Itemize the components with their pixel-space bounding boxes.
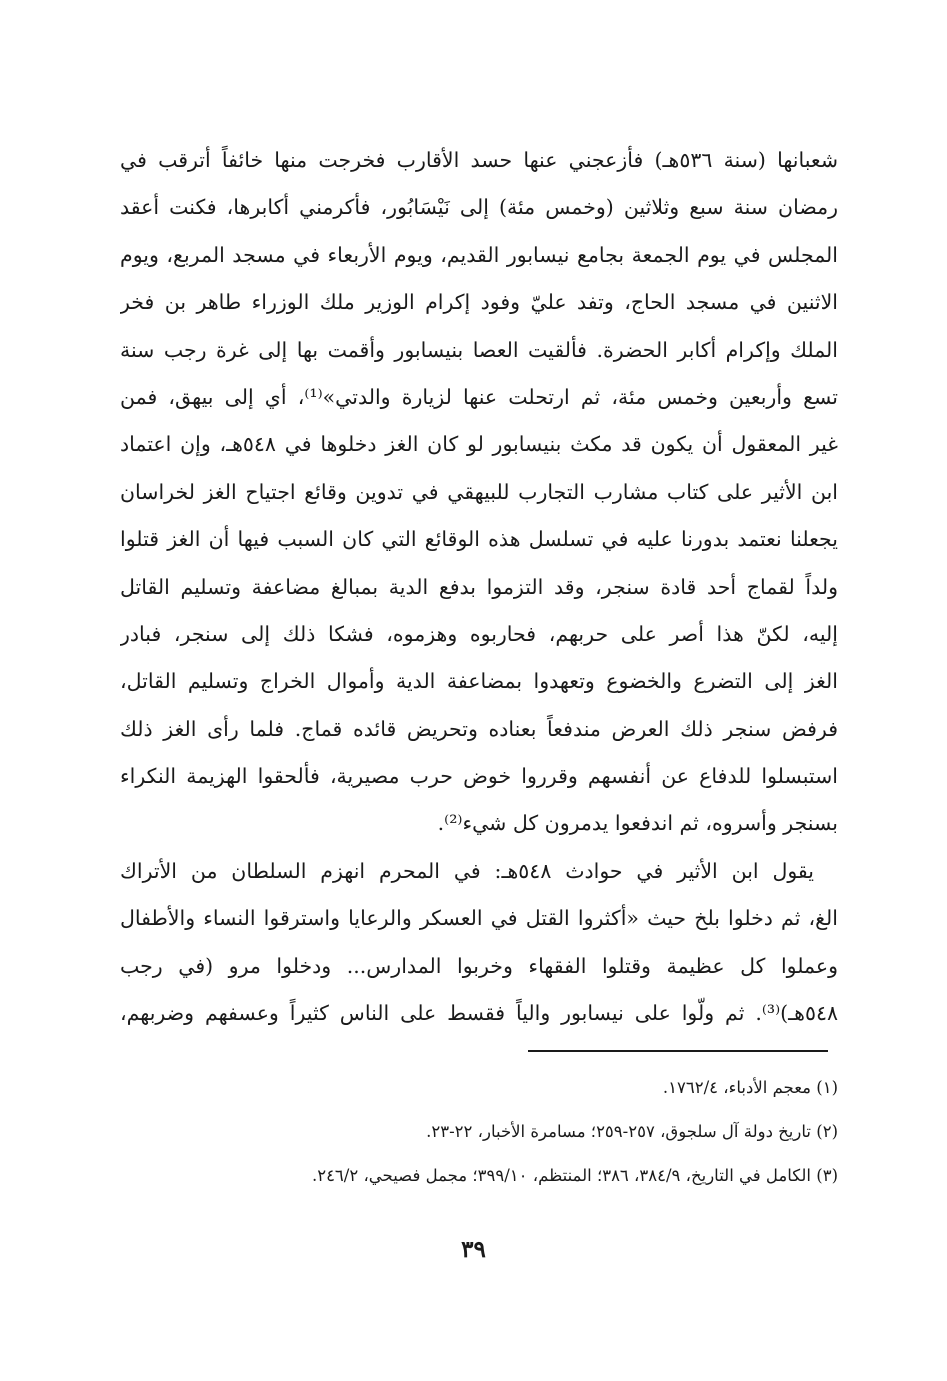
text-line: رمضان سنة سبع وثلاثين (وخمس مئة) إلى نَيْسَابُور، فأكرمني أكابرها، فكنت أعقد [120, 195, 838, 220]
text-line: المجلس في يوم الجمعة بجامع نيسابور القديم، ويوم الأربعاء في مسجد المربع، ويوم [120, 242, 838, 267]
text-line: ولداً لقماج أحد قادة سنجر، وقد التزموا بدفع الدية بمبالغ مضاعفة وتسليم القاتل [120, 574, 838, 599]
text-line: يجعلنا نعتمد بدورنا عليه في تسلسل هذه الوقائع التي كان السبب فيها أن الغز قتلوا [120, 527, 838, 552]
text-line: الغ، ثم دخلوا بلخ حيث «أكثروا القتل في العسكر والرعايا واسترقوا النساء والأطفال [120, 906, 838, 931]
text-line: الاثنين في مسجد الحاج، وتفد عليّ وفود إكرام الوزير ملك الوزراء طاهر بن فخر [120, 290, 838, 315]
text-line: بسنجر وأسروه، ثم اندفعوا يدمرون كل شيء⁽²⁾. [437, 811, 838, 836]
text-line: ٥٤٨هـ)⁽³⁾. ثم ولّوا على نيسابور والياً فقسط على الناس كثيراً وعسفهم وضربهم، [120, 1001, 838, 1026]
text-line: ابن الأثير على كتاب مشارب التجارب للبيهقي في تدوين وقائع اجتياح الغز لخراسان [120, 479, 838, 504]
footnote-separator [528, 1050, 828, 1052]
footnotes [120, 1066, 838, 1198]
page-number: ٣٩ [461, 1236, 486, 1263]
text-line: الغز إلى التضرع والخضوع وتعهدوا بمضاعفة الدية وأموال الخراج وتسليم القاتل، [120, 669, 838, 694]
footnote: (٣) الكامل في التاريخ، ٣٨٤/٩، ٣٨٦؛ المنتظم، ٣٩٩/١٠؛ مجمل فصيحي، ٢٤٦/٢. [311, 1166, 838, 1185]
footnote: (١) معجم الأدباء، ١٧٦٢/٤. [662, 1078, 838, 1097]
text-line: إليه، لكنّ هذا أصر على حربهم، فحاربوه وهزموه، فشكا ذلك إلى سنجر، فبادر [120, 621, 838, 646]
text-line: الملك وإكرام أكابر الحضرة. فألقيت العصا بنيسابور وأقمت بها إلى غرة رجب سنة [120, 337, 838, 362]
footnote: (٢) تاريخ دولة آل سلجوق، ٢٥٧-٢٥٩؛ مسامرة الأخبار، ٢٢-٢٣. [426, 1122, 838, 1141]
text-line: تسع وأربعين وخمس مئة، ثم ارتحلت عنها لزيارة والدتي»⁽¹⁾، أي إلى بيهق، فمن [120, 384, 838, 409]
text-line: شعبانها (سنة ٥٣٦هـ) فأزعجني عنها حسد الأقارب فخرجت منها خائفاً أترقب في [120, 148, 838, 172]
text-line: وعملوا كل عظيمة وقتلوا الفقهاء وخربوا المدارس... ودخلوا مرو (في رجب [120, 953, 838, 978]
text-line: فرفض سنجر ذلك العرض مندفعاً بعناده وتحريض قائده قماج. فلما رأى الغز ذلك [120, 716, 838, 741]
text-line: يقول ابن الأثير في حوادث ٥٤٨هـ: في المحرم انهزم السلطان من الأتراك [120, 858, 815, 883]
text-line: غير المعقول أن يكون قد مكث بنيسابور لو كان الغز دخلوها في ٥٤٨هـ، وإن اعتماد [120, 432, 838, 457]
body-text [120, 137, 838, 1037]
text-line: استبسلوا للدفاع عن أنفسهم وقرروا خوض حرب مصيرية، فألحقوا الهزيمة النكراء [120, 764, 838, 789]
